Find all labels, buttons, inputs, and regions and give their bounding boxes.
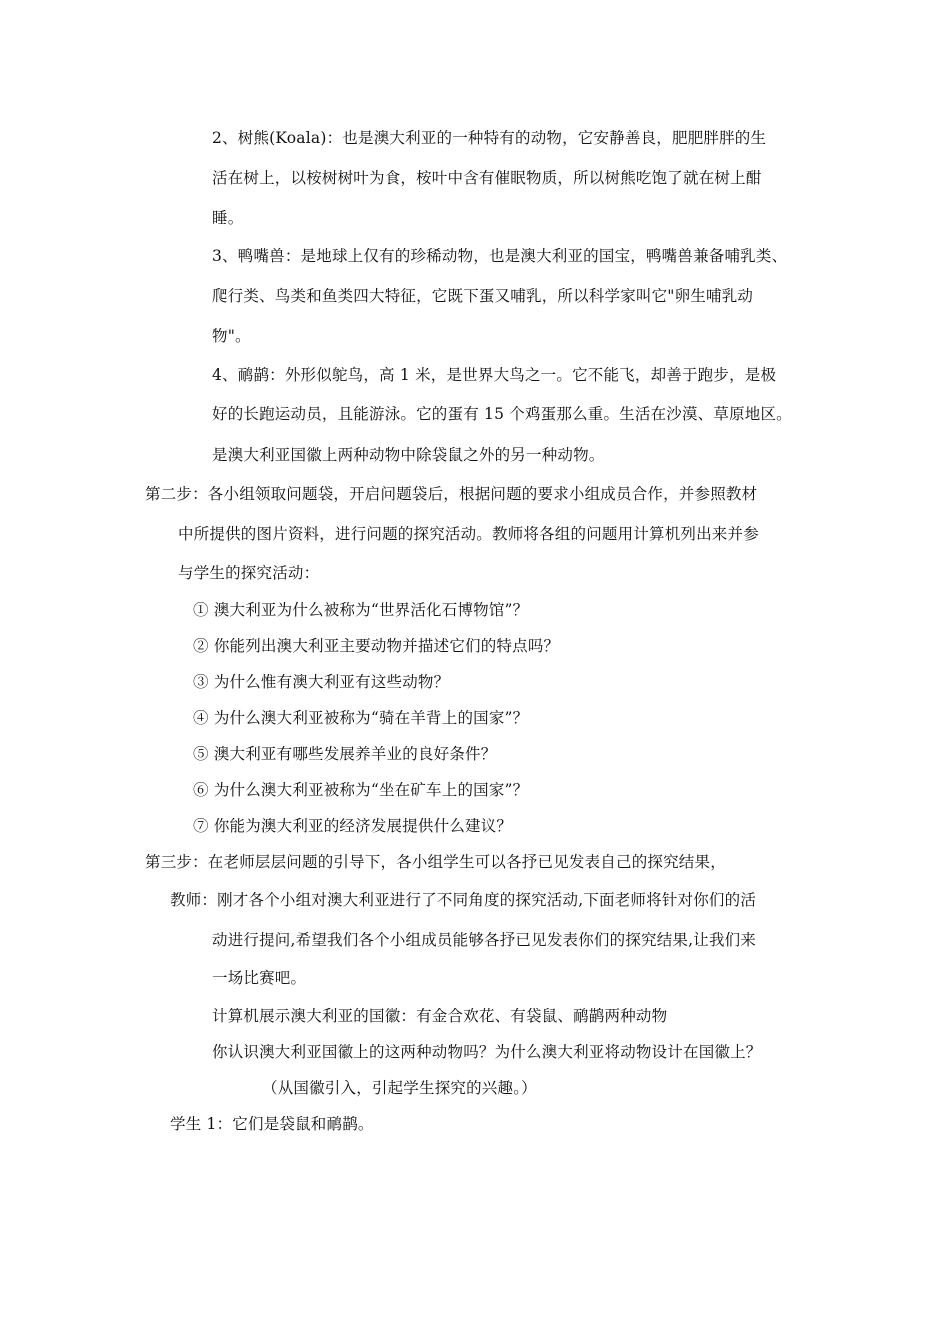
emu-paragraph-line-3: 是澳大利亚国徽上两种动物中除袋鼠之外的另一种动物。 — [212, 446, 605, 464]
step-three-line: 第三步：在老师层层问题的引导下，各小组学生可以各抒已见发表自己的探究结果， — [145, 853, 726, 871]
teacher-line-1: 教师：刚才各个小组对澳大利亚进行了不同角度的探究活动,下面老师将针对你们的活 — [170, 891, 757, 909]
koala-paragraph-line-2: 活在树上，以桉树树叶为食，桉叶中含有催眠物质，所以树熊吃饱了就在树上酣 — [212, 169, 762, 187]
emu-paragraph-line-1: 4、鸸鹋：外形似鸵鸟，高 1 米，是世界大鸟之一。它不能飞，却善于跑步，是极 — [212, 366, 777, 384]
question-item-1: ① 澳大利亚为什么被称为“世界活化石博物馆”？ — [193, 601, 529, 619]
platypus-paragraph-line-3: 物"。 — [212, 327, 251, 345]
question-item-3: ③ 为什么惟有澳大利亚有这些动物？ — [193, 673, 450, 691]
emu-paragraph-line-2: 好的长跑运动员，且能游泳。它的蛋有 15 个鸡蛋那么重。生活在沙漠、草原地区。 — [212, 405, 792, 423]
emblem-display-line: 计算机展示澳大利亚的国徽：有金合欢花、有袋鼠、鸸鹋两种动物 — [212, 1007, 668, 1025]
teacher-line-2: 动进行提问,希望我们各个小组成员能够各抒已见发表你们的探究结果,让我们来 — [212, 931, 757, 949]
teacher-line-3: 一场比赛吧。 — [212, 969, 307, 987]
question-item-7: ⑦ 你能为澳大利亚的经济发展提供什么建议？ — [193, 817, 513, 835]
question-item-6: ⑥ 为什么澳大利亚被称为“坐在矿车上的国家”？ — [193, 781, 529, 799]
koala-paragraph-line-3: 睡。 — [212, 209, 244, 227]
platypus-paragraph-line-1: 3、鸭嘴兽：是地球上仅有的珍稀动物，也是澳大利亚的国宝，鸭嘴兽兼备哺乳类、 — [212, 247, 788, 265]
question-item-2: ② 你能列出澳大利亚主要动物并描述它们的特点吗？ — [193, 637, 560, 655]
emblem-note-line: （从国徽引入，引起学生探究的兴趣。） — [262, 1079, 537, 1097]
step-two-line-1: 第二步：各小组领取问题袋，开启问题袋后，根据问题的要求小组成员合作，并参照教材 — [145, 485, 758, 503]
step-two-line-3: 与学生的探究活动： — [178, 564, 320, 582]
emblem-question-line: 你认识澳大利亚国徽上的这两种动物吗？为什么澳大利亚将动物设计在国徽上？ — [212, 1043, 762, 1061]
student-one-answer: 学生 1：它们是袋鼠和鸸鹋。 — [170, 1115, 374, 1133]
platypus-paragraph-line-2: 爬行类、鸟类和鱼类四大特征，它既下蛋又哺乳，所以科学家叫它"卵生哺乳动 — [212, 287, 754, 305]
koala-paragraph-line-1: 2、树熊(Koala)：也是澳大利亚的一种特有的动物，它安静善良，肥肥胖胖的生 — [212, 129, 767, 147]
step-two-line-2: 中所提供的图片资料，进行问题的探究活动。教师将各组的问题用计算机列出来并参 — [178, 525, 759, 543]
question-item-5: ⑤ 澳大利亚有哪些发展养羊业的良好条件？ — [193, 745, 497, 763]
question-item-4: ④ 为什么澳大利亚被称为“骑在羊背上的国家”？ — [193, 709, 529, 727]
